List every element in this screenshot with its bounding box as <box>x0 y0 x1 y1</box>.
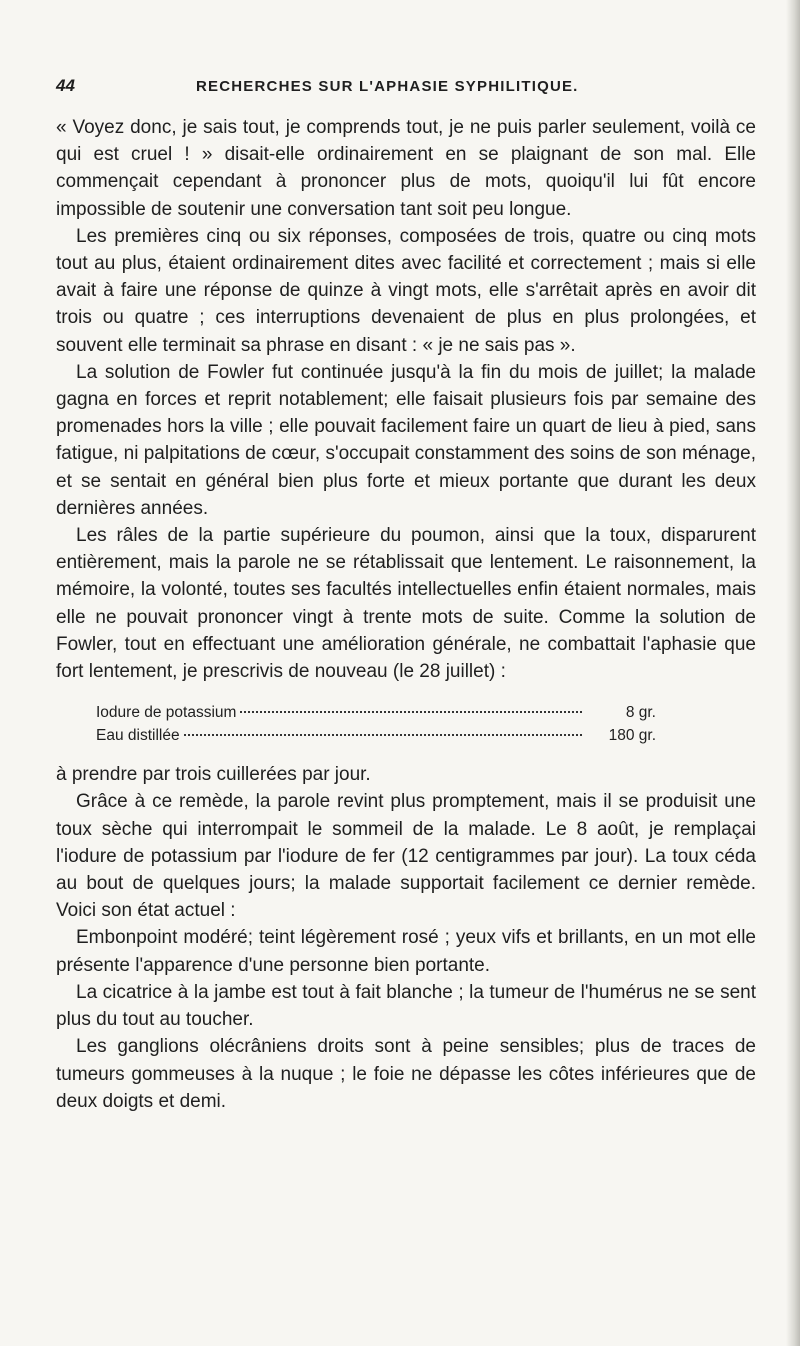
running-head: RECHERCHES SUR L'APHASIE SYPHILITIQUE. <box>196 78 579 95</box>
paragraph: Les ganglions olécrâniens droits sont à peine sensibles; plus de traces de tumeurs gommeuses à la nuque ; le foie ne dépasse les côtes inférieures que de deux doigts et demi. <box>56 1036 756 1112</box>
page-number: 44 <box>56 76 75 95</box>
dot-leader <box>240 711 582 713</box>
paragraph: La cicatrice à la jambe est tout à fait blanche ; la tumeur de l'humérus ne se sent plus du tout au toucher. <box>56 981 756 1031</box>
paragraph: Embonpoint modéré; teint légèrement rosé ; yeux vifs et brillants, en un mot elle présente l'apparence d'une personne bien portante. <box>56 927 756 976</box>
paragraph: La solution de Fowler fut continuée jusqu'à la fin du mois de juillet; la malade gagna en forces et reprit notablement; elle faisait plusieurs fois par semaine des promenades hors la ville ; elle pouvait facilement faire un quart de lieu à pied, sans fatigue, ni palpitations de cœur, s'occupait constamment des soins de son ménage, et se sentait en général bien plus forte et mieux portante que durant les deux dernières années. <box>56 361 756 519</box>
page-edge-shadow <box>786 0 800 1346</box>
paragraph: Les râles de la partie supérieure du poumon, ainsi que la toux, disparurent entièrement, mais la parole ne se rétablissait que lentement. Le raisonnement, la mémoire, la volonté, toutes ses facultés intellectuelles enfin étaient normales, mais elle ne pouvait prononcer vingt à trente mots de suite. Comme la solution de Fowler, tout en effectuant une amélioration générale, ne combattait l'aphasie que fort lentement, je prescrivis de nouveau (le 28 juillet) : <box>56 525 756 683</box>
paragraph: « Voyez donc, je sais tout, je comprends tout, je ne puis parler seulement, voilà ce qui est cruel ! » disait-elle ordinairement en se plaignant de son mal. Elle commençait cependant à prononcer plus de mots, quoiqu'il lui fût encore impossible de soutenir une conversation tant soit peu longue. <box>56 117 756 220</box>
prescription-dose: 8 gr. <box>625 704 656 722</box>
dot-leader <box>184 734 582 736</box>
body-text <box>56 114 756 1115</box>
prescription-name: Eau distillée <box>96 727 180 745</box>
page-header <box>56 76 756 100</box>
prescription-row <box>96 701 656 724</box>
prescription-row <box>96 724 656 747</box>
paragraph: Les premières cinq ou six réponses, composées de trois, quatre ou cinq mots tout au plus, étaient ordinairement dites avec facilité et correctement ; mais si elle avait à faire une réponse de quinze à vingt mots, elle s'arrêtait après en avoir dit trois ou quatre ; ces interruptions devenaient de plus en plus prolongées, et souvent elle terminait sa phrase en disant : « je ne sais pas ». <box>56 225 756 356</box>
paragraph: à prendre par trois cuillerées par jour. <box>56 764 371 786</box>
prescription-list <box>56 701 656 747</box>
paragraph: Grâce à ce remède, la parole revint plus promptement, mais il se produisit une toux sèche qui interrompait le sommeil de la malade. Le 8 août, je remplaçai l'iodure de potassium par l'iodure de fer (12 centigrammes par jour). La toux céda au bout de quelques jours; la malade supportait facilement ce dernier remède. Voici son état actuel : <box>56 791 756 922</box>
prescription-name: Iodure de potassium <box>96 704 237 722</box>
prescription-dose: 180 gr. <box>608 727 656 745</box>
